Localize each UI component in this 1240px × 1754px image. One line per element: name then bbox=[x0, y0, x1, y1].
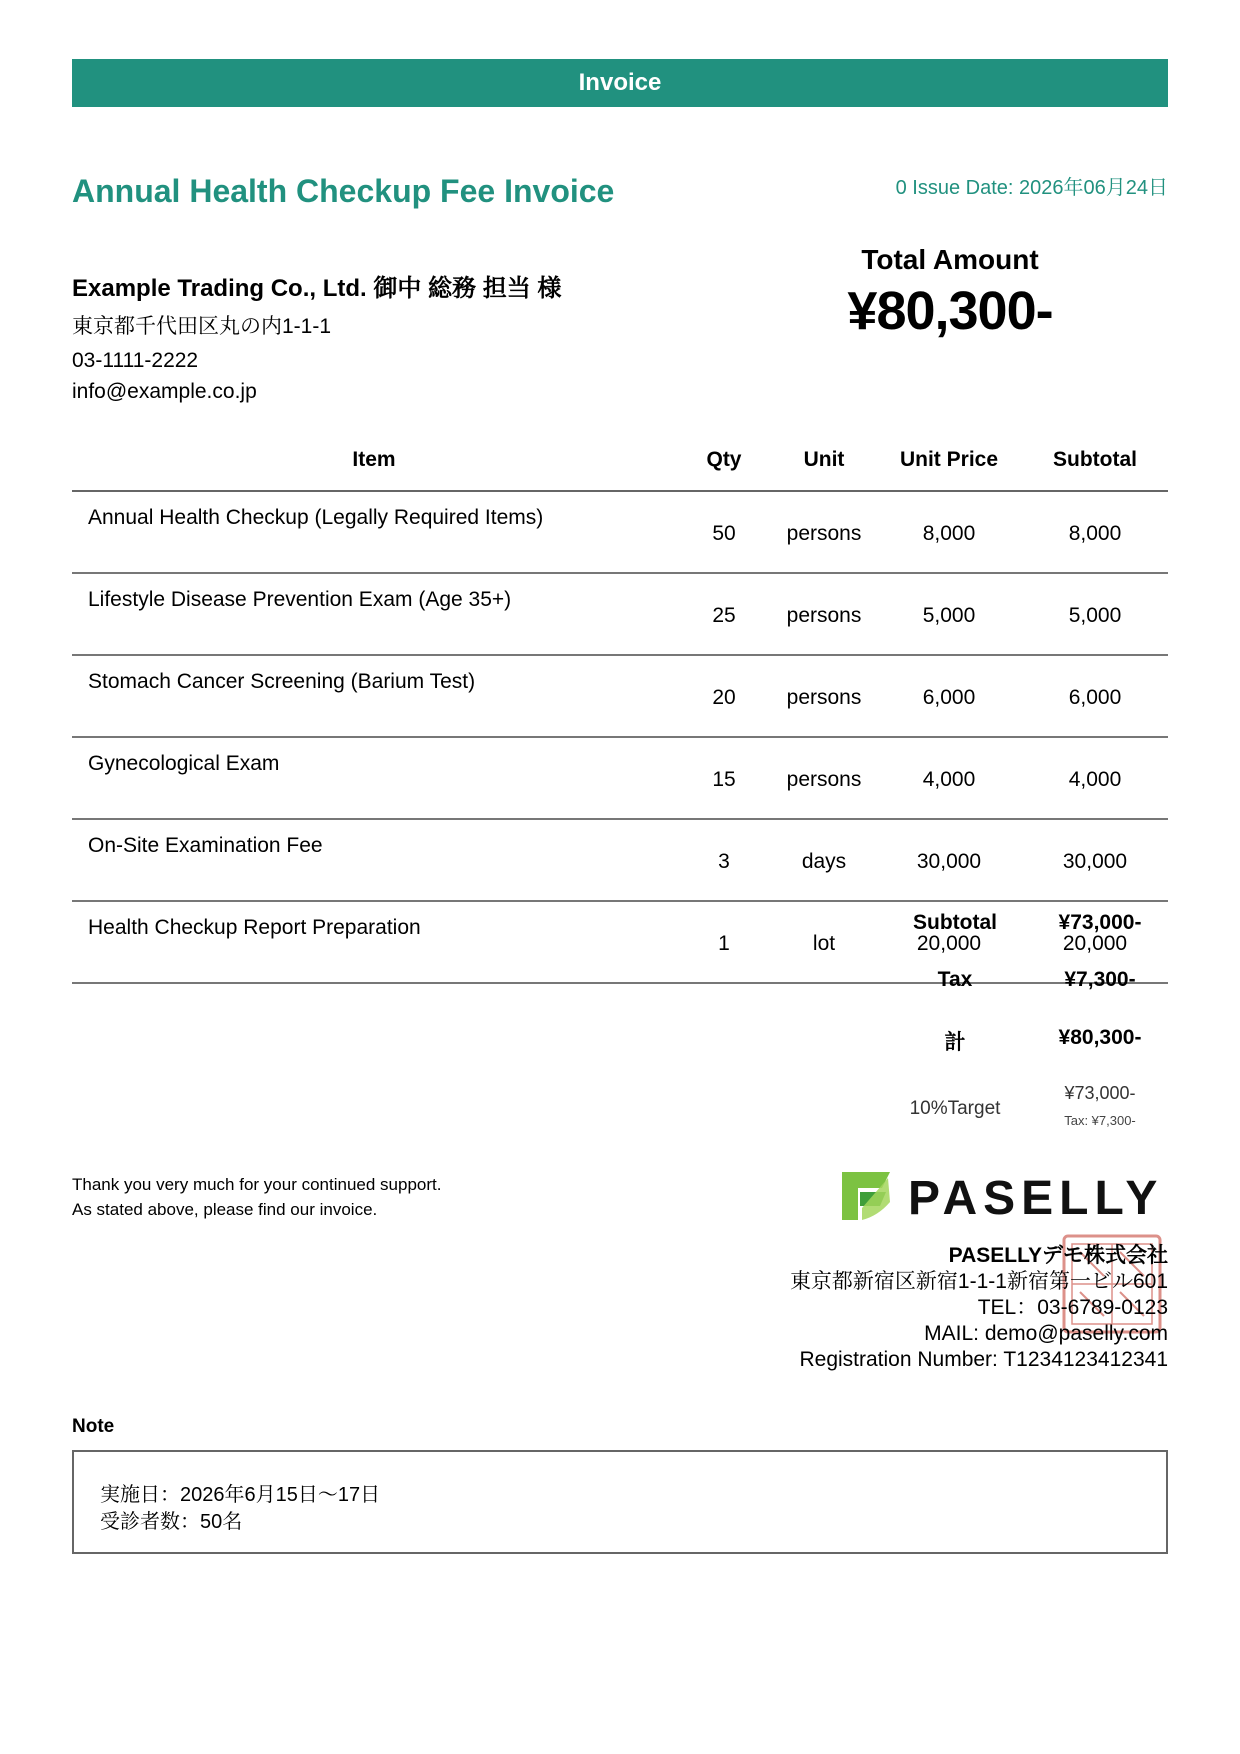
line-items-table bbox=[72, 430, 1168, 984]
table-row bbox=[72, 655, 1168, 737]
table-row bbox=[72, 819, 1168, 901]
table-row bbox=[72, 491, 1168, 573]
item-qty: 50 bbox=[676, 491, 772, 573]
item-description: Stomach Cancer Screening (Barium Test) bbox=[72, 655, 676, 737]
total-amount-label: Total Amount bbox=[861, 244, 1039, 275]
item-unit: persons bbox=[772, 573, 876, 655]
summary-total-label: 計 bbox=[944, 1031, 966, 1054]
header-unit-price: Unit Price bbox=[876, 430, 1022, 491]
item-subtotal: 8,000 bbox=[1022, 491, 1168, 573]
item-qty: 25 bbox=[676, 573, 772, 655]
header-subtotal: Subtotal bbox=[1022, 430, 1168, 491]
header-qty: Qty bbox=[676, 430, 772, 491]
banner-title: Invoice bbox=[578, 69, 662, 96]
total-amount-block bbox=[820, 244, 1080, 342]
item-subtotal: 20,000 bbox=[1022, 901, 1168, 983]
item-unit: persons bbox=[772, 737, 876, 819]
note-box bbox=[72, 1450, 1168, 1554]
table-header-row bbox=[72, 430, 1168, 491]
header-unit: Unit bbox=[772, 430, 876, 491]
item-unit: persons bbox=[772, 491, 876, 573]
summary-subtotal-label: Subtotal bbox=[913, 911, 997, 934]
item-description: Annual Health Checkup (Legally Required Items) bbox=[72, 491, 676, 573]
tax-target-tax: Tax: ¥7,300- bbox=[1064, 1113, 1136, 1128]
note-label: Note bbox=[72, 1416, 115, 1437]
note-line-2: 受診者数：50名 bbox=[100, 1511, 243, 1533]
item-qty: 15 bbox=[676, 737, 772, 819]
item-description: Lifestyle Disease Prevention Exam (Age 35+) bbox=[72, 573, 676, 655]
item-subtotal: 4,000 bbox=[1022, 737, 1168, 819]
issuer-registration: Registration Number: T1234123412341 bbox=[799, 1348, 1168, 1371]
item-qty: 1 bbox=[676, 901, 772, 983]
item-unit-price: 5,000 bbox=[876, 573, 1022, 655]
item-description: Health Checkup Report Preparation bbox=[72, 901, 676, 983]
item-subtotal: 5,000 bbox=[1022, 573, 1168, 655]
item-description: Gynecological Exam bbox=[72, 737, 676, 819]
item-unit-price: 6,000 bbox=[876, 655, 1022, 737]
issuer-tel: TEL：03-6789-0123 bbox=[977, 1296, 1168, 1319]
item-qty: 3 bbox=[676, 819, 772, 901]
document-title: Annual Health Checkup Fee Invoice bbox=[72, 173, 615, 209]
issuer-block bbox=[790, 1243, 1168, 1373]
client-name: Example Trading Co., Ltd. 御中 総務 担当 様 bbox=[72, 275, 562, 302]
note-line-1: 実施日：2026年6月15日〜17日 bbox=[100, 1484, 381, 1506]
item-qty: 20 bbox=[676, 655, 772, 737]
item-unit-price: 4,000 bbox=[876, 737, 1022, 819]
tax-target-value: ¥73,000- bbox=[1064, 1083, 1136, 1103]
item-unit-price: 30,000 bbox=[876, 819, 1022, 901]
summary-total-value: ¥80,300- bbox=[1058, 1026, 1142, 1049]
item-unit-price: 20,000 bbox=[876, 901, 1022, 983]
client-email: info@example.co.jp bbox=[72, 380, 257, 403]
paselly-leaf-logo-icon bbox=[842, 1172, 890, 1220]
table-row bbox=[72, 737, 1168, 819]
issue-date: 0 Issue Date: 2026年06月24日 bbox=[895, 177, 1168, 199]
issuer-name: PASELLYデモ株式会社 bbox=[948, 1244, 1168, 1267]
item-unit: lot bbox=[772, 901, 876, 983]
company-logo bbox=[838, 1166, 1168, 1226]
issuer-mail: MAIL: demo@paselly.com bbox=[924, 1322, 1168, 1345]
client-phone: 03-1111-2222 bbox=[72, 349, 199, 372]
total-amount-value: ¥80,300- bbox=[847, 281, 1053, 341]
summary-tax-label: Tax bbox=[937, 968, 973, 991]
item-unit-price: 8,000 bbox=[876, 491, 1022, 573]
item-description: On-Site Examination Fee bbox=[72, 819, 676, 901]
logo-text: PASELLY bbox=[908, 1172, 1164, 1225]
table-row bbox=[72, 573, 1168, 655]
header-item: Item bbox=[72, 430, 676, 491]
summary-subtotal-value: ¥73,000- bbox=[1058, 911, 1142, 934]
item-unit: persons bbox=[772, 655, 876, 737]
item-unit: days bbox=[772, 819, 876, 901]
summary-tax-value: ¥7,300- bbox=[1064, 968, 1136, 991]
thanks-message-line2: As stated above, please find our invoice. bbox=[72, 1200, 378, 1219]
item-subtotal: 30,000 bbox=[1022, 819, 1168, 901]
issuer-address: 東京都新宿区新宿1-1-1新宿第一ビル601 bbox=[789, 1270, 1168, 1293]
invoice-banner bbox=[72, 59, 1168, 107]
tax-target-label: 10%Target bbox=[909, 1098, 1001, 1119]
thanks-message-line1: Thank you very much for your continued support. bbox=[72, 1175, 442, 1194]
item-subtotal: 6,000 bbox=[1022, 655, 1168, 737]
client-address: 東京都千代田区丸の内1-1-1 bbox=[72, 315, 332, 338]
